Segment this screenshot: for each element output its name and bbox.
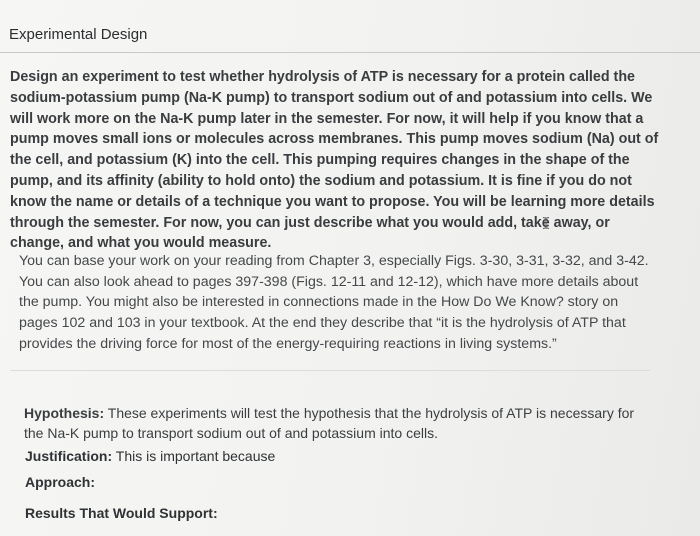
- hypothesis-text: These experiments will test the hypothesis that the hydrolysis of ATP is necessary for the Na-K pump to transport sodium out of and potassium into cells.: [24, 405, 635, 441]
- results-field: [25, 505, 218, 521]
- justification-field: [25, 448, 275, 464]
- section-header: [0, 0, 700, 53]
- hypothesis-field: [24, 403, 644, 443]
- section-title: Experimental Design: [9, 26, 148, 43]
- justification-label: Justification:: [25, 448, 113, 464]
- results-label: Results That Would Support:: [25, 505, 218, 521]
- hypothesis-label: Hypothesis:: [24, 405, 105, 421]
- text-cursor-icon: [542, 217, 550, 229]
- assignment-prompt: Design an experiment to test whether hydrolysis of ATP is necessary for a protein called the sodium-potassium pump (Na-K pump) to transport sodium out of and potassium into cells. We will work more on the Na-K pump later in the semester. For now, it will help if you know that a pump moves small ions or molecules across membranes. This pump moves sodium (Na) out of the cell, and potassium (K) into the cell. This pumping requires changes in the shape of the pump, and its affinity (ability to hold onto) the sodium and potassium. It is fine if you do not know the name or details of a technique you want to propose. You will be learning more details through the semester. For now, you can just describe what you would add, take away, or change, and what you would measure.: [10, 69, 659, 252]
- approach-field: [25, 474, 95, 490]
- reading-instructions: You can base your work on your reading from Chapter 3, especially Figs. 3-30, 3-31, 3-32, and 3-42. You can also look ahead to pages 397-398 (Figs. 12-11 and 12-12), which have more details about the pump. You might also be interested in connections made in the How Do We Know? story on pages 102 and 103 in your textbook. At the end they describe that “it is the hydrolysis of ATP that provides the driving force for most of the energy-requiring reactions in living systems.”: [19, 253, 649, 352]
- divider: [10, 370, 650, 371]
- approach-label: Approach:: [25, 474, 95, 490]
- justification-text: This is important because: [112, 448, 276, 464]
